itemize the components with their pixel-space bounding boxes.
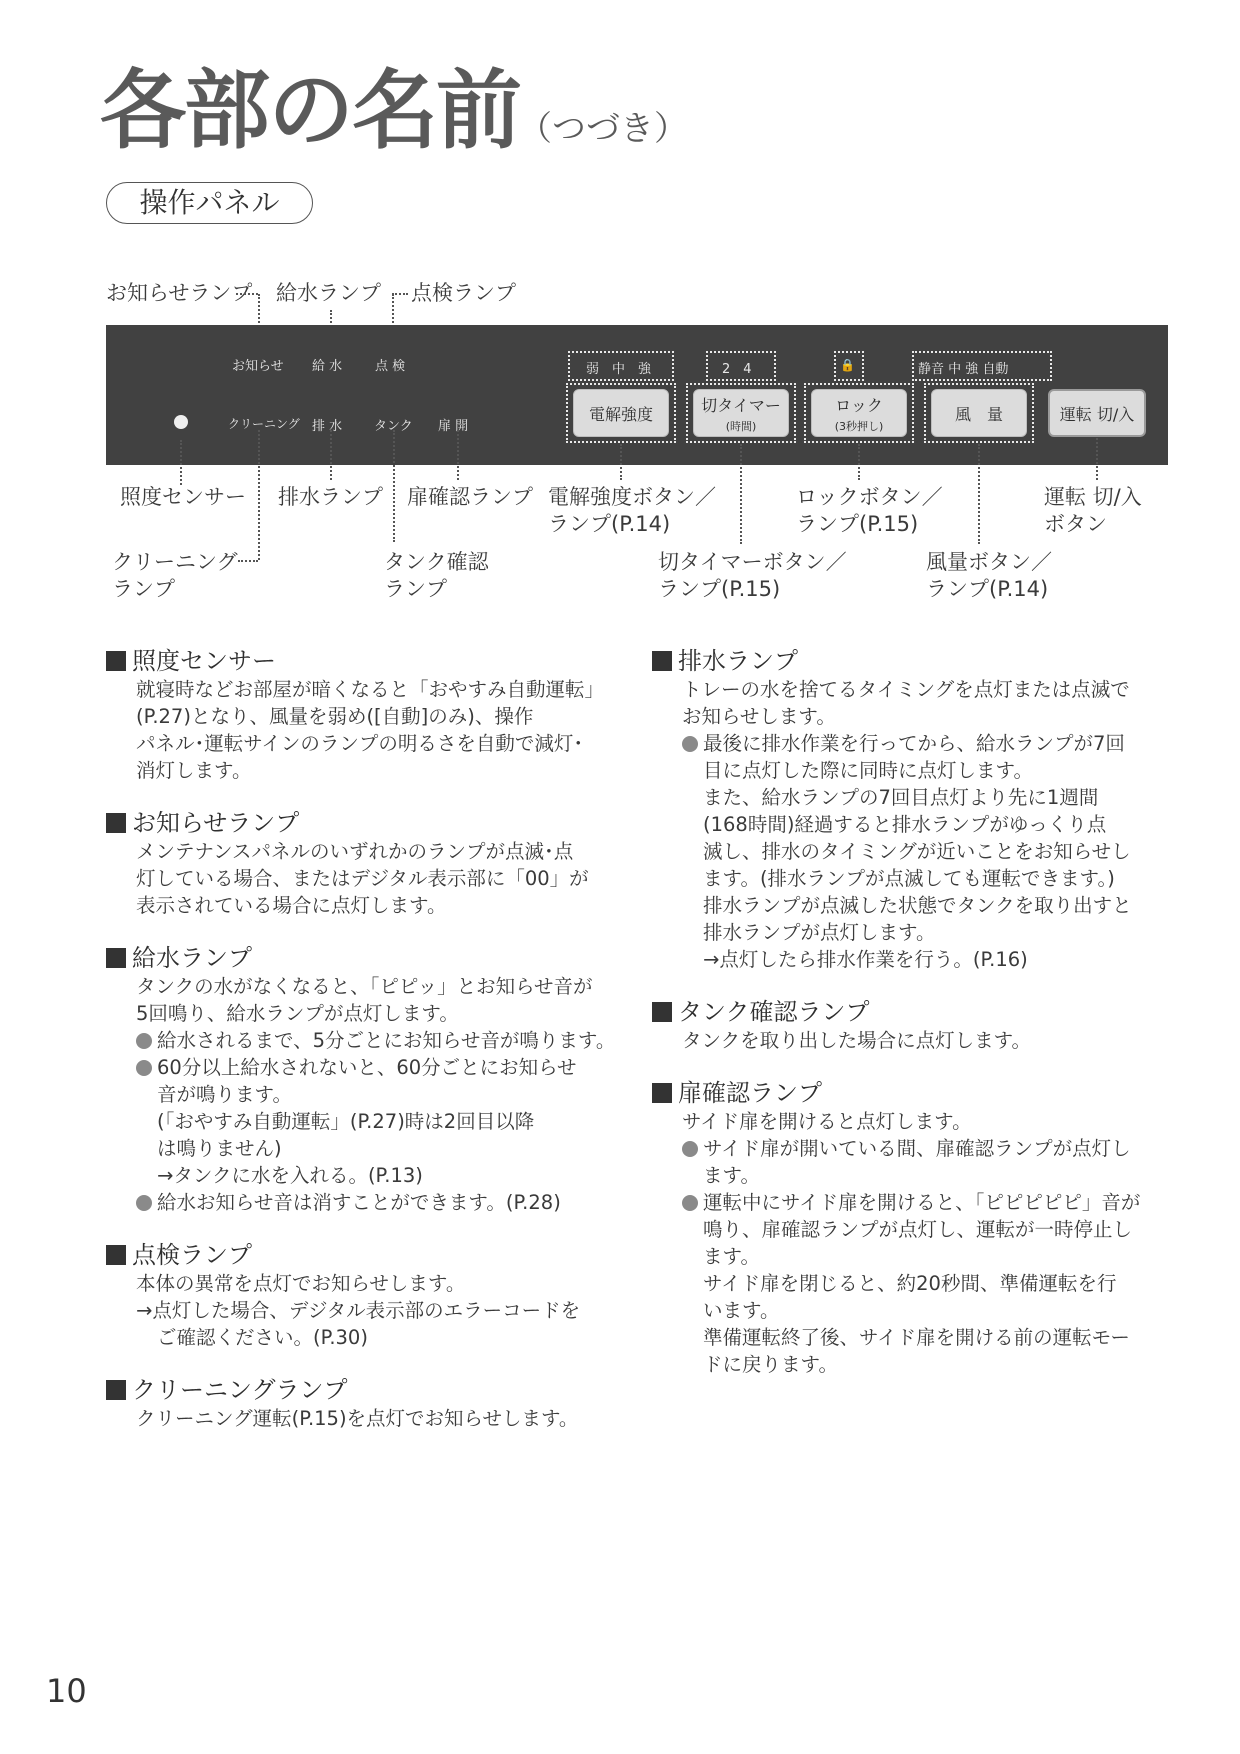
square-bullet-icon: [106, 651, 126, 671]
circle-bullet-icon: [682, 1195, 698, 1211]
bullet-item: [106, 1054, 626, 1081]
body-text-line: 排水ランプが点滅した状態でタンクを取り出すと: [703, 894, 1132, 917]
body-text-line: ご確認ください。(P.30): [157, 1326, 368, 1349]
leader-cleaning-h: [238, 560, 258, 562]
callout-tank-2: ランプ: [384, 577, 447, 601]
airflow-button-label: 風 量: [954, 404, 1003, 424]
square-bullet-icon: [106, 813, 126, 833]
body-text-line: います。: [703, 1299, 780, 1322]
bullet-item: [652, 730, 1172, 757]
leader-electrolysis-v: [620, 444, 622, 480]
callout-lock-2: ランプ(P.15): [796, 512, 919, 536]
lock-button-label: ロック: [835, 395, 883, 415]
circle-bullet-icon: [136, 1195, 152, 1211]
leader-power-v: [1096, 438, 1098, 480]
callout-drain-lamp: 排水ランプ: [278, 485, 383, 509]
leader-door-v: [457, 430, 459, 480]
bullet-item: [652, 1135, 1172, 1162]
section-heading-text: 点検ランプ: [132, 1241, 252, 1269]
body-text-line: 表示されている場合に点灯します。: [136, 894, 447, 917]
section-heading-text: クリーニングランプ: [132, 1376, 348, 1404]
callout-power-2: ボタン: [1044, 512, 1107, 536]
body-text-line: (168時間)経過すると排水ランプがゆっくり点: [703, 813, 1107, 836]
off-timer-button-label: 切タイマー: [701, 395, 781, 415]
callout-light-sensor: 照度センサー: [120, 485, 246, 509]
off-timer-button[interactable]: [693, 389, 789, 437]
section-heading-text: 給水ランプ: [132, 944, 252, 972]
circle-bullet-icon: [136, 1033, 152, 1049]
light-sensor: [174, 415, 188, 429]
body-text-line: ドに戻ります。: [703, 1353, 838, 1376]
callout-cleaning-1: クリーニング: [112, 550, 238, 574]
callout-airflow-1: 風量ボタン／: [926, 550, 1052, 574]
section-heading-text: 排水ランプ: [678, 647, 798, 675]
body-text-line: 消灯します。: [136, 759, 252, 782]
body-text-line: お知らせします。: [682, 705, 836, 728]
body-text-line: サイド扉を開けると点灯します。: [682, 1110, 972, 1133]
bullet-text: 最後に排水作業を行ってから、給水ランプが7回: [703, 732, 1125, 755]
circle-bullet-icon: [682, 736, 698, 752]
description-section: [106, 943, 626, 1216]
body-text-line: トレーの水を捨てるタイミングを点灯または点滅で: [682, 678, 1130, 701]
leader-timer-v: [740, 444, 742, 544]
body-text-line: 排水ランプが点灯します。: [703, 921, 936, 944]
body-text-line: ます。: [703, 1245, 760, 1268]
callout-timer-1: 切タイマーボタン／: [658, 550, 847, 574]
lock-button[interactable]: [811, 389, 907, 437]
callout-tank-1: タンク確認: [384, 550, 489, 574]
body-text-line: は鳴りません): [157, 1137, 282, 1160]
description-section: [106, 1240, 626, 1351]
bullet-text: 運転中にサイド扉を開けると、「ピピピピピ」音が: [703, 1191, 1141, 1214]
body-text-line: →点灯したら排水作業を行う。(P.16): [703, 948, 1028, 971]
circle-bullet-icon: [136, 1060, 152, 1076]
callout-door-lamp: 扉確認ランプ: [407, 485, 533, 509]
bullet-item: [106, 1189, 626, 1216]
panel-label-tank: タンク: [374, 419, 413, 434]
square-bullet-icon: [106, 948, 126, 968]
body-text-line: 本体の異常を点灯でお知らせします。: [136, 1272, 466, 1295]
description-section: [106, 646, 626, 784]
right-description-column: [652, 646, 1172, 1402]
square-bullet-icon: [652, 1002, 672, 1022]
electrolysis-button-label: 電解強度: [588, 404, 653, 424]
leader-drain-v: [330, 430, 332, 480]
section-heading-text: お知らせランプ: [132, 809, 300, 837]
callout-airflow-2: ランプ(P.14): [926, 577, 1049, 601]
circle-bullet-icon: [682, 1141, 698, 1157]
leader-inspection-h: [392, 293, 408, 295]
airflow-levels: 静音 中 強 自動: [918, 362, 1009, 377]
electrolysis-button[interactable]: [573, 389, 669, 437]
square-bullet-icon: [652, 651, 672, 671]
body-text-line: タンクの水がなくなると、「ピピッ」とお知らせ音が: [136, 975, 593, 998]
description-section: [106, 808, 626, 919]
bullet-text: 給水お知らせ音は消すことができます。(P.28): [157, 1191, 561, 1214]
section-heading-text: 扉確認ランプ: [678, 1079, 822, 1107]
section-heading: [652, 1078, 1172, 1108]
panel-label-notice: お知らせ: [232, 359, 284, 374]
callout-timer-2: ランプ(P.15): [658, 577, 781, 601]
section-heading: [652, 646, 1172, 676]
body-text-line: (「おやすみ自動運転」(P.27)時は2回目以降: [157, 1110, 535, 1133]
page-title: 各部の名前: [100, 61, 520, 161]
timer-levels: 2 4: [722, 362, 752, 377]
callout-inspection-lamp: 点検ランプ: [411, 281, 516, 305]
body-text-line: クリーニング運転(P.15)を点灯でお知らせします。: [136, 1407, 579, 1430]
left-description-column: [106, 646, 626, 1456]
description-section: [652, 1078, 1172, 1378]
body-text-line: パネル･運転サインのランプの明るさを自動で減灯･: [136, 732, 584, 755]
section-heading: [106, 1375, 626, 1405]
section-heading: [652, 997, 1172, 1027]
control-panel: [106, 325, 1168, 465]
bullet-item: [106, 1027, 626, 1054]
body-text-line: ます。: [703, 1164, 760, 1187]
body-text-line: 灯している場合、またはデジタル表示部に「00」が: [136, 867, 589, 890]
leader-tank-v: [393, 430, 395, 542]
description-section: [106, 1375, 626, 1432]
panel-label-water: 給 水: [312, 359, 343, 374]
panel-label-cleaning: クリーニング: [228, 417, 300, 431]
body-text-line: (P.27)となり、風量を弱め([自動]のみ)、操作: [136, 705, 534, 728]
callout-lock-1: ロックボタン／: [796, 485, 943, 509]
leader-airflow-v: [978, 444, 980, 544]
bullet-text: 60分以上給水されないと、60分ごとにお知らせ: [157, 1056, 577, 1079]
section-heading: [106, 943, 626, 973]
description-section: [652, 997, 1172, 1054]
bullet-text: サイド扉が開いている間、扉確認ランプが点灯し: [703, 1137, 1131, 1160]
bullet-item: [652, 1189, 1172, 1216]
off-timer-button-sub: (時間): [725, 419, 757, 433]
body-text-line: ます。(排水ランプが点滅しても運転できます。): [703, 867, 1115, 890]
callout-notice-lamp: お知らせランプ: [106, 281, 253, 305]
square-bullet-icon: [652, 1083, 672, 1103]
leader-cleaning-v: [258, 430, 260, 560]
lock-icon: 🔒: [840, 358, 855, 372]
callout-water-lamp: 給水ランプ: [276, 281, 381, 305]
section-label: 操作パネル: [106, 182, 313, 224]
power-button[interactable]: [1048, 389, 1146, 437]
callout-electrolysis-2: ランプ(P.14): [548, 512, 671, 536]
section-heading: [106, 1240, 626, 1270]
panel-label-inspection: 点 検: [375, 359, 406, 374]
power-button-label: 運転 切/入: [1059, 404, 1135, 424]
body-text-line: →タンクに水を入れる。(P.13): [157, 1164, 423, 1187]
callout-electrolysis-1: 電解強度ボタン／: [548, 485, 716, 509]
section-heading: [106, 646, 626, 676]
body-text-line: 5回鳴り、給水ランプが点灯します。: [136, 1002, 459, 1025]
body-text-line: →点灯した場合、デジタル表示部のエラーコードを: [136, 1299, 581, 1322]
square-bullet-icon: [106, 1380, 126, 1400]
body-text-line: また、給水ランプの7回目点灯より先に1週間: [703, 786, 1099, 809]
page-number: 10: [46, 1672, 87, 1710]
body-text-line: メンテナンスパネルのいずれかのランプが点滅･点: [136, 840, 574, 863]
body-text-line: 目に点灯した際に同時に点灯します。: [703, 759, 1033, 782]
airflow-button[interactable]: [931, 389, 1027, 437]
square-bullet-icon: [106, 1245, 126, 1265]
section-heading: [106, 808, 626, 838]
page-title-suffix: （つづき）: [518, 109, 688, 149]
body-text-line: 鳴り、扉確認ランプが点灯し、運転が一時停止し: [703, 1218, 1133, 1241]
body-text-line: 滅し、排水のタイミングが近いことをお知らせし: [703, 840, 1131, 863]
section-heading-text: タンク確認ランプ: [678, 998, 870, 1026]
leader-lock-v: [858, 444, 860, 480]
lock-button-sub: (3秒押し): [834, 419, 884, 433]
leader-sensor-v: [180, 440, 182, 485]
body-text-line: 音が鳴ります。: [157, 1083, 292, 1106]
leader-notice-h: [236, 293, 258, 295]
body-text-line: 準備運転終了後、サイド扉を開ける前の運転モー: [703, 1326, 1130, 1349]
bullet-text: 給水されるまで、5分ごとにお知らせ音が鳴ります。: [157, 1029, 616, 1052]
panel-label-door: 扉 開: [438, 419, 469, 434]
body-text-line: タンクを取り出した場合に点灯します。: [682, 1029, 1032, 1052]
section-heading-text: 照度センサー: [132, 647, 276, 675]
electrolysis-levels: 弱 中 強: [586, 362, 652, 377]
description-section: [652, 646, 1172, 973]
body-text-line: サイド扉を閉じると、約20秒間、準備運転を行: [703, 1272, 1117, 1295]
callout-cleaning-2: ランプ: [112, 577, 175, 601]
panel-label-drain: 排 水: [312, 419, 343, 434]
body-text-line: 就寝時などお部屋が暗くなると「おやすみ自動運転」: [136, 678, 605, 701]
callout-power-1: 運転 切/入: [1044, 485, 1142, 509]
